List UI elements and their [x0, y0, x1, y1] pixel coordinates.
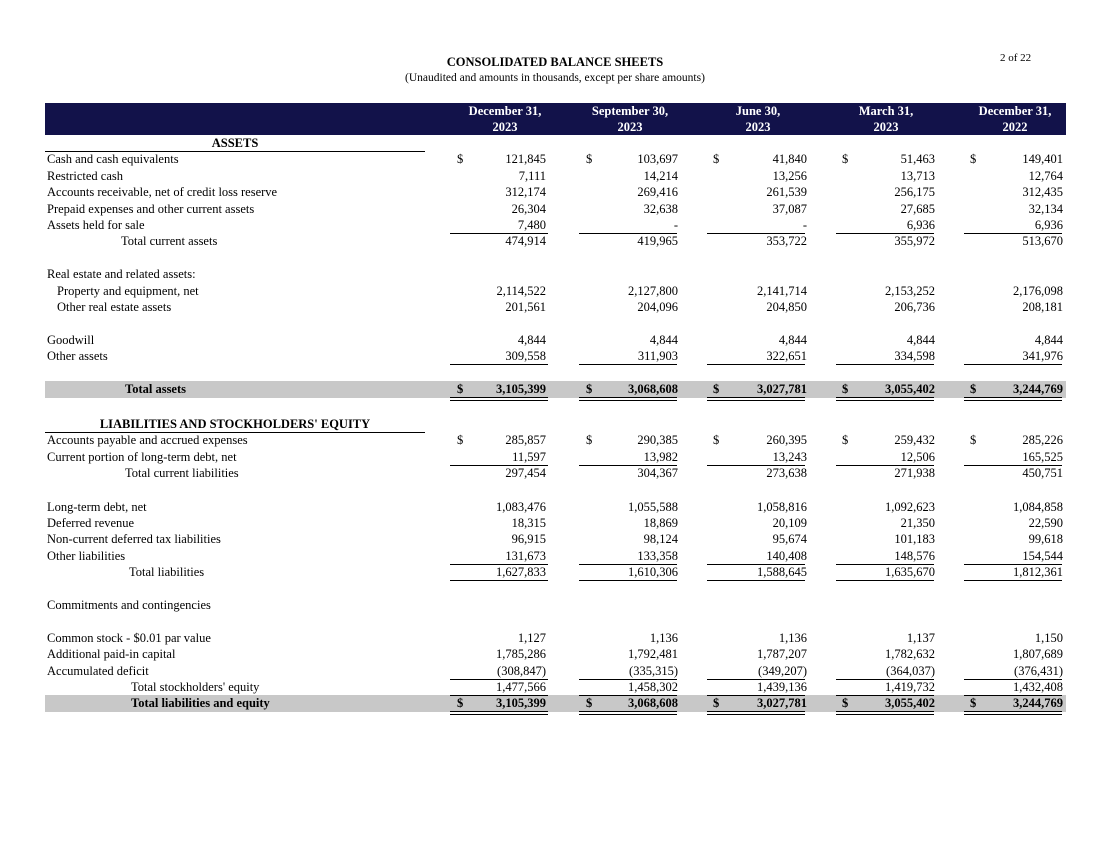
underline — [836, 580, 934, 581]
table-cell-value: 3,105,399 — [496, 696, 546, 710]
table-cell-value: 201,561 — [505, 300, 546, 314]
table-cell-value: 3,105,399 — [496, 382, 546, 396]
row-label: Prepaid expenses and other current assets — [47, 202, 255, 216]
table-cell-value: 4,844 — [906, 333, 935, 347]
table-row — [0, 217, 1110, 233]
column-header-period: June 30, — [735, 104, 781, 118]
column-header-year: 2023 — [745, 120, 771, 134]
double-underline — [450, 711, 548, 715]
double-underline — [579, 711, 677, 715]
underline — [450, 580, 548, 581]
table-row — [0, 283, 1110, 299]
table-row — [0, 432, 1110, 448]
row-label: Other real estate assets — [57, 300, 172, 314]
column-header — [575, 103, 685, 135]
table-cell-value: 1,635,670 — [885, 565, 935, 579]
table-cell-value: 26,304 — [511, 202, 546, 216]
table-cell-value: 1,055,588 — [628, 500, 678, 514]
table-cell-value: 154,544 — [1022, 549, 1063, 563]
row-label: Accumulated deficit — [47, 664, 149, 678]
table-row — [0, 299, 1110, 315]
row-label: Current portion of long-term debt, net — [47, 450, 237, 464]
currency-symbol: $ — [970, 382, 977, 396]
table-cell-value: 3,055,402 — [885, 382, 935, 396]
table-row — [0, 499, 1110, 515]
table-cell-value: 285,226 — [1022, 433, 1063, 447]
row-label: Common stock - $0.01 par value — [47, 631, 211, 645]
underline — [707, 364, 805, 365]
table-cell-value: 3,055,402 — [885, 696, 935, 710]
table-cell-value: 140,408 — [766, 549, 807, 563]
table-cell-value: 20,109 — [772, 516, 807, 530]
table-cell-value: 22,590 — [1028, 516, 1063, 530]
table-cell-value: - — [802, 218, 807, 232]
table-cell-value: 1,782,632 — [885, 647, 935, 661]
table-cell-value: 18,869 — [643, 516, 678, 530]
table-cell-value: 3,027,781 — [757, 382, 807, 396]
table-cell-value: 1,150 — [1034, 631, 1063, 645]
currency-symbol: $ — [713, 382, 720, 396]
column-header-period: December 31, — [468, 104, 542, 118]
table-cell-value: 95,674 — [772, 532, 807, 546]
table-cell-value: 309,558 — [505, 349, 546, 363]
table-cell-value: 1,058,816 — [757, 500, 807, 514]
table-cell-value: 260,395 — [766, 433, 807, 447]
table-cell-value: 21,350 — [900, 516, 935, 530]
row-label: Non-current deferred tax liabilities — [47, 532, 221, 546]
table-row — [0, 548, 1110, 564]
table-cell-value: 32,638 — [643, 202, 678, 216]
underline — [964, 580, 1062, 581]
table-cell-value: 3,068,608 — [628, 696, 678, 710]
table-cell-value: 149,401 — [1022, 152, 1063, 166]
assets-heading: ASSETS — [211, 136, 259, 150]
table-row — [0, 381, 1110, 397]
table-cell-value: (364,037) — [886, 664, 935, 678]
currency-symbol: $ — [970, 433, 977, 447]
underline — [450, 364, 548, 365]
table-cell-value: 3,244,769 — [1013, 382, 1063, 396]
liabilities-heading: LIABILITIES AND STOCKHOLDERS' EQUITY — [99, 417, 371, 431]
table-cell-value: 13,982 — [643, 450, 678, 464]
row-label: Total current liabilities — [125, 466, 239, 480]
underline — [964, 364, 1062, 365]
row-label: Long-term debt, net — [47, 500, 147, 514]
table-cell-value: 1,136 — [649, 631, 678, 645]
column-header-period: March 31, — [858, 104, 914, 118]
row-label: Property and equipment, net — [57, 284, 199, 298]
row-label: Total assets — [125, 382, 187, 396]
table-row — [0, 465, 1110, 481]
table-row — [0, 168, 1110, 184]
table-cell-value: 1,137 — [906, 631, 935, 645]
table-cell-value: 1,812,361 — [1013, 565, 1063, 579]
column-header-band — [45, 103, 1066, 135]
currency-symbol: $ — [713, 152, 720, 166]
table-cell-value: 304,367 — [637, 466, 678, 480]
table-cell-value: 1,807,689 — [1013, 647, 1063, 661]
table-cell-value: 4,844 — [517, 333, 546, 347]
table-cell-value: 297,454 — [505, 466, 546, 480]
table-cell-value: 121,845 — [505, 152, 546, 166]
table-cell-value: 4,844 — [649, 333, 678, 347]
table-cell-value: 208,181 — [1022, 300, 1063, 314]
table-cell-value: (308,847) — [497, 664, 546, 678]
table-cell-value: 3,027,781 — [757, 696, 807, 710]
table-cell-value: 334,598 — [894, 349, 935, 363]
column-header — [960, 103, 1070, 135]
table-cell-value: 13,713 — [900, 169, 935, 183]
table-cell-value: 204,850 — [766, 300, 807, 314]
currency-symbol: $ — [586, 433, 593, 447]
underline — [707, 580, 805, 581]
column-header-period: December 31, — [978, 104, 1052, 118]
table-row — [0, 151, 1110, 167]
table-cell-value: 1,136 — [778, 631, 807, 645]
underline — [579, 580, 677, 581]
table-cell-value: 256,175 — [894, 185, 935, 199]
row-label: Total stockholders' equity — [131, 680, 260, 694]
column-header — [831, 103, 941, 135]
table-cell-value: 2,176,098 — [1013, 284, 1063, 298]
table-cell-value: 2,141,714 — [757, 284, 807, 298]
table-cell-value: 1,127 — [517, 631, 546, 645]
table-cell-value: 27,685 — [900, 202, 935, 216]
table-cell-value: 41,840 — [772, 152, 807, 166]
column-header-year: 2023 — [492, 120, 518, 134]
page-title: CONSOLIDATED BALANCE SHEETS — [446, 55, 664, 69]
table-cell-value: 99,618 — [1028, 532, 1063, 546]
table-cell-value: 7,480 — [517, 218, 546, 232]
currency-symbol: $ — [586, 382, 593, 396]
double-underline — [579, 397, 677, 401]
row-label: Total liabilities and equity — [131, 696, 270, 710]
row-label: Total liabilities — [129, 565, 205, 579]
table-cell-value: 101,183 — [894, 532, 935, 546]
table-cell-value: 12,506 — [900, 450, 935, 464]
table-row — [0, 597, 1110, 613]
column-header-year: 2023 — [873, 120, 899, 134]
table-cell-value: 271,938 — [894, 466, 935, 480]
table-cell-value: 37,087 — [772, 202, 807, 216]
currency-symbol: $ — [586, 696, 593, 710]
row-label: Real estate and related assets: — [47, 267, 196, 281]
table-cell-value: 1,588,645 — [757, 565, 807, 579]
double-underline — [836, 397, 934, 401]
column-header — [703, 103, 813, 135]
table-cell-value: 2,153,252 — [885, 284, 935, 298]
table-cell-value: 103,697 — [637, 152, 678, 166]
currency-symbol: $ — [842, 382, 849, 396]
table-row — [0, 348, 1110, 364]
double-underline — [836, 711, 934, 715]
table-cell-value: 312,435 — [1022, 185, 1063, 199]
table-cell-value: 131,673 — [505, 549, 546, 563]
table-row — [0, 679, 1110, 695]
table-cell-value: 1,477,566 — [496, 680, 546, 694]
table-cell-value: 311,903 — [637, 349, 678, 363]
table-row — [0, 233, 1110, 249]
table-cell-value: 290,385 — [637, 433, 678, 447]
table-cell-value: 3,244,769 — [1013, 696, 1063, 710]
currency-symbol: $ — [842, 696, 849, 710]
table-cell-value: 11,597 — [512, 450, 546, 464]
table-cell-value: 322,651 — [766, 349, 807, 363]
table-cell-value: 1,083,476 — [496, 500, 546, 514]
table-cell-value: 1,792,481 — [628, 647, 678, 661]
currency-symbol: $ — [457, 696, 464, 710]
table-cell-value: - — [673, 218, 678, 232]
double-underline — [450, 397, 548, 401]
table-cell-value: (335,315) — [629, 664, 678, 678]
table-cell-value: 355,972 — [894, 234, 935, 248]
page-subtitle: (Unaudited and amounts in thousands, except per share amounts) — [405, 72, 705, 84]
table-cell-value: 474,914 — [505, 234, 546, 248]
currency-symbol: $ — [457, 382, 464, 396]
table-cell-value: 6,936 — [906, 218, 935, 232]
table-cell-value: 1,787,207 — [757, 647, 807, 661]
table-cell-value: 1,610,306 — [628, 565, 678, 579]
table-row — [0, 515, 1110, 531]
currency-symbol: $ — [842, 433, 849, 447]
double-underline — [707, 397, 805, 401]
table-cell-value: 353,722 — [766, 234, 807, 248]
table-cell-value: 1,092,623 — [885, 500, 935, 514]
table-cell-value: 4,844 — [1034, 333, 1063, 347]
table-cell-value: 133,358 — [637, 549, 678, 563]
table-cell-value: 148,576 — [894, 549, 935, 563]
table-cell-value: 1,084,858 — [1013, 500, 1063, 514]
currency-symbol: $ — [457, 152, 464, 166]
currency-symbol: $ — [970, 696, 977, 710]
table-cell-value: 98,124 — [643, 532, 678, 546]
row-label: Commitments and contingencies — [47, 598, 211, 612]
table-row — [0, 630, 1110, 646]
underline — [836, 364, 934, 365]
column-header-year: 2022 — [1002, 120, 1028, 134]
currency-symbol: $ — [970, 152, 977, 166]
table-cell-value: 285,857 — [505, 433, 546, 447]
table-cell-value: 1,439,136 — [757, 680, 807, 694]
table-cell-value: 1,419,732 — [885, 680, 935, 694]
double-underline — [964, 711, 1062, 715]
column-header — [450, 103, 560, 135]
table-row — [0, 695, 1110, 711]
table-row — [0, 449, 1110, 465]
table-cell-value: 341,976 — [1022, 349, 1063, 363]
table-cell-value: 269,416 — [637, 185, 678, 199]
table-cell-value: 261,539 — [766, 185, 807, 199]
row-label: Accounts payable and accrued expenses — [47, 433, 248, 447]
row-label: Additional paid-in capital — [47, 647, 176, 661]
table-cell-value: 165,525 — [1022, 450, 1063, 464]
table-cell-value: 51,463 — [900, 152, 935, 166]
currency-symbol: $ — [713, 696, 720, 710]
currency-symbol: $ — [842, 152, 849, 166]
table-row — [0, 646, 1110, 662]
row-label: Other assets — [47, 349, 108, 363]
row-label: Assets held for sale — [47, 218, 145, 232]
table-cell-value: 513,670 — [1022, 234, 1063, 248]
table-cell-value: 273,638 — [766, 466, 807, 480]
table-cell-value: 450,751 — [1022, 466, 1063, 480]
table-cell-value: 1,458,302 — [628, 680, 678, 694]
row-label: Accounts receivable, net of credit loss reserve — [47, 185, 278, 199]
column-header-period: September 30, — [591, 104, 669, 118]
currency-symbol: $ — [586, 152, 593, 166]
table-cell-value: 3,068,608 — [628, 382, 678, 396]
table-cell-value: 7,111 — [518, 169, 546, 183]
row-label: Total current assets — [121, 234, 218, 248]
row-label: Deferred revenue — [47, 516, 135, 530]
table-cell-value: 6,936 — [1034, 218, 1063, 232]
row-label: Goodwill — [47, 333, 95, 347]
page-number: 2 of 22 — [1000, 52, 1032, 64]
table-cell-value: 32,134 — [1028, 202, 1063, 216]
currency-symbol: $ — [457, 433, 464, 447]
table-cell-value: (349,207) — [758, 664, 807, 678]
table-cell-value: 2,114,522 — [496, 284, 546, 298]
double-underline — [964, 397, 1062, 401]
column-header-year: 2023 — [617, 120, 643, 134]
double-underline — [707, 711, 805, 715]
table-cell-value: 13,256 — [772, 169, 807, 183]
table-cell-value: 1,432,408 — [1013, 680, 1063, 694]
table-cell-value: 259,432 — [894, 433, 935, 447]
table-cell-value: 206,736 — [894, 300, 935, 314]
table-row — [0, 531, 1110, 547]
table-cell-value: 96,915 — [511, 532, 546, 546]
table-cell-value: 12,764 — [1028, 169, 1063, 183]
table-cell-value: 1,627,833 — [496, 565, 546, 579]
table-cell-value: 1,785,286 — [496, 647, 546, 661]
table-row — [0, 184, 1110, 200]
table-cell-value: (376,431) — [1014, 664, 1063, 678]
table-row — [0, 266, 1110, 282]
underline — [579, 364, 677, 365]
table-cell-value: 204,096 — [637, 300, 678, 314]
table-row — [0, 332, 1110, 348]
currency-symbol: $ — [713, 433, 720, 447]
row-label: Restricted cash — [47, 169, 124, 183]
table-cell-value: 14,214 — [643, 169, 678, 183]
row-label: Other liabilities — [47, 549, 126, 563]
row-label: Cash and cash equivalents — [47, 152, 179, 166]
table-row — [0, 663, 1110, 679]
table-cell-value: 312,174 — [505, 185, 546, 199]
table-row — [0, 564, 1110, 580]
table-cell-value: 4,844 — [778, 333, 807, 347]
table-cell-value: 18,315 — [511, 516, 546, 530]
table-cell-value: 419,965 — [637, 234, 678, 248]
table-row — [0, 201, 1110, 217]
table-cell-value: 2,127,800 — [628, 284, 678, 298]
table-cell-value: 13,243 — [772, 450, 807, 464]
